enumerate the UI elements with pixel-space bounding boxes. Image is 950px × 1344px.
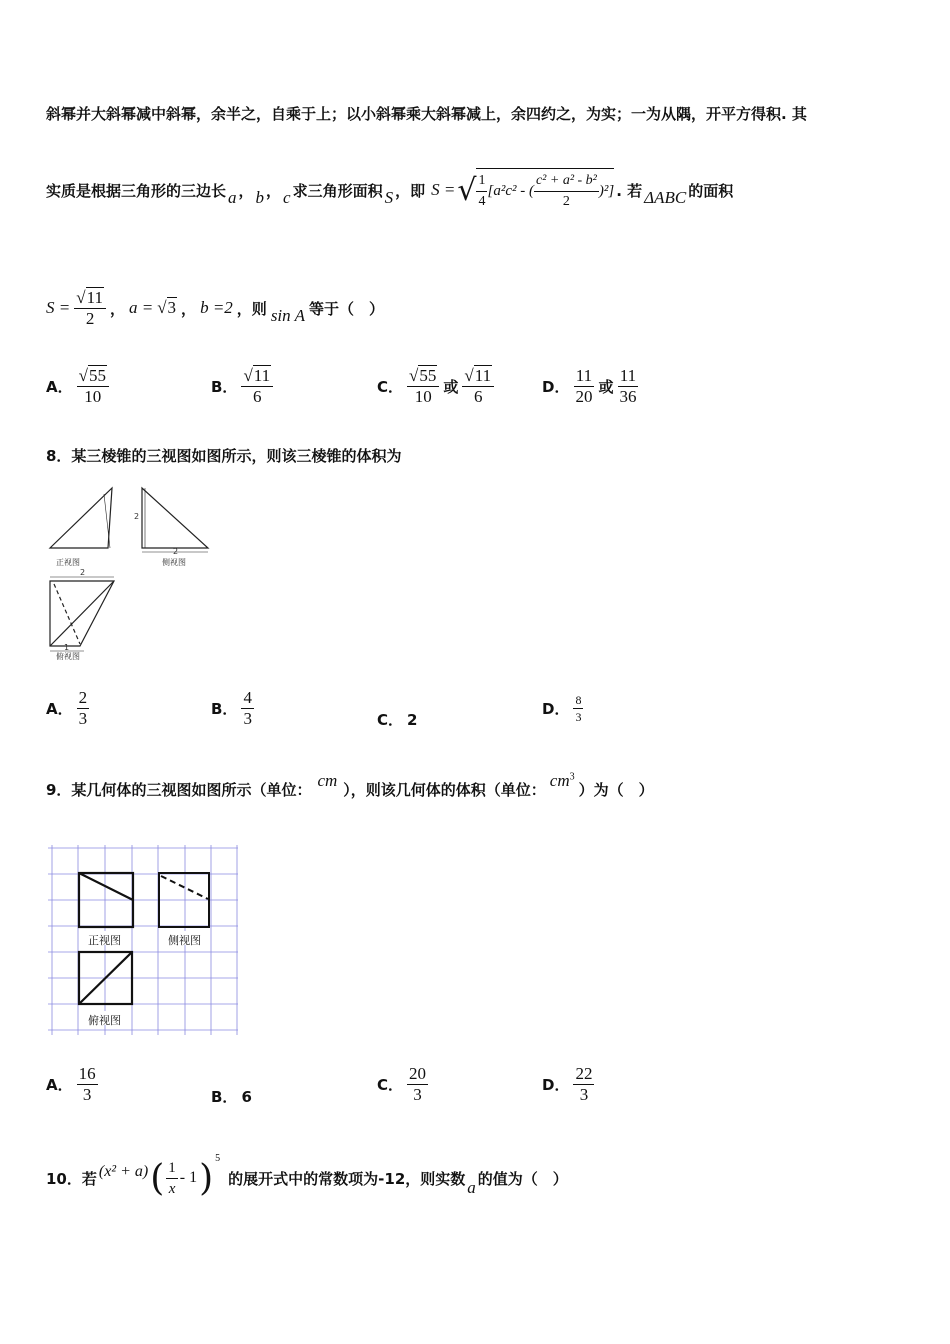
- q8-option-c[interactable]: C． 2: [377, 710, 418, 729]
- q9-option-b[interactable]: B． 6: [211, 1087, 252, 1106]
- sin-a: sin A: [270, 306, 305, 325]
- q7-option-a[interactable]: A． $\frac{√55}{10}$: [46, 366, 109, 407]
- q10-expr-a: (x² + a): [98, 1163, 149, 1180]
- q8-top-view: [50, 577, 114, 651]
- q9-front-caption: 正视图: [88, 934, 121, 947]
- q9-three-views: [48, 845, 240, 1037]
- intro-line-1: 斜幂并大斜幂减中斜幂，余半之，自乘于上；以小斜幂乘大斜幂减上，余四约之，为实；一为从隅，开平方得积. 其: [46, 105, 807, 123]
- q9-option-d[interactable]: D． $\frac{22}{3}$: [542, 1064, 593, 1104]
- q9-option-c[interactable]: C． $\frac{20}{3}$: [377, 1064, 427, 1104]
- heron-formula: S = √ $\frac{1}{4}$ [a²c² - ( $\frac{\text{c² + a² - b²}}{2}$ )²]: [431, 168, 614, 212]
- intro-text: 求三角形面积: [292, 181, 383, 200]
- q9-text: 9．某几何体的三视图如图所示（单位： cm ），则该几何体的体积（单位： $cm^3$ ）为（ ）: [46, 771, 654, 799]
- intro-line-3: S = $\frac{√11}{2}$ ， a = √3 ， b =2 ，则 sin A 等于（ ）: [46, 287, 384, 328]
- radicand: $\frac{1}{4}$ [a²c² - ( $\frac{\text{c² + a² - b²}}{2}$ )²]: [476, 168, 614, 212]
- radical-sign: √: [457, 172, 477, 208]
- triangle-abc: ΔABC: [644, 188, 687, 207]
- q9-top-caption: 俯视图: [88, 1014, 121, 1027]
- intro-text: . 若: [616, 181, 643, 200]
- q8-side-caption: 侧视图: [162, 558, 186, 567]
- q8-front-view: [50, 488, 112, 548]
- var-a: a: [228, 188, 237, 207]
- q10-text: 10．若 (x² + a) ( $\frac{1}{x}$ - 1 ) 5 的展开式中的常数项为-12，则实数 a 的值为（ ）: [46, 1152, 568, 1199]
- var-c: c: [283, 188, 291, 207]
- q8-diagram: [44, 484, 216, 664]
- sep: ，: [238, 181, 254, 200]
- q8-top-caption: 俯视图: [56, 652, 80, 661]
- q9-diagram: [48, 845, 240, 1037]
- q8-text: 8．某三棱锥的三视图如图所示，则该三棱锥的体积为: [46, 447, 402, 465]
- q8-dim-label: 2: [173, 547, 179, 556]
- q8-option-b[interactable]: B． $\frac{4}{3}$: [211, 688, 252, 728]
- intro-text: 实质是根据三角形的三边长: [46, 181, 227, 200]
- q9-unit: cm: [317, 771, 338, 790]
- q8-front-caption: 正视图: [56, 558, 80, 567]
- q8-dim-label: 2: [80, 568, 86, 577]
- q8-option-a[interactable]: A． $\frac{2}{3}$: [46, 688, 88, 728]
- q8-three-views: [44, 484, 216, 664]
- q9-side-caption: 侧视图: [168, 934, 201, 947]
- q8-side-view: [142, 488, 208, 552]
- sep: ，: [266, 181, 282, 200]
- intro-text: ，即: [395, 181, 426, 200]
- q8-dim-label: 2: [134, 512, 140, 521]
- q7-option-c[interactable]: C． $\frac{√55}{10}$ 或 $\frac{√11}{6}$: [377, 366, 494, 407]
- intro-text: 的面积: [688, 181, 734, 200]
- var-b: b: [255, 188, 265, 207]
- intro-line-2: [46, 160, 733, 220]
- q9-option-a[interactable]: A． $\frac{16}{3}$: [46, 1064, 96, 1104]
- q8-dim-label: 1: [64, 643, 70, 652]
- q7-option-b[interactable]: B． $\frac{√11}{6}$: [211, 366, 273, 407]
- q8-option-d[interactable]: D． $\frac{8}{3}$: [542, 693, 582, 724]
- q9-unit-cubed: $cm^3$: [549, 771, 575, 790]
- q7-option-d[interactable]: D． $\frac{11}{20}$ 或 $\frac{11}{36}$: [542, 366, 637, 406]
- q10-var-a: a: [467, 1178, 476, 1197]
- q10-power: 5: [215, 1152, 221, 1164]
- var-S: S: [384, 188, 394, 207]
